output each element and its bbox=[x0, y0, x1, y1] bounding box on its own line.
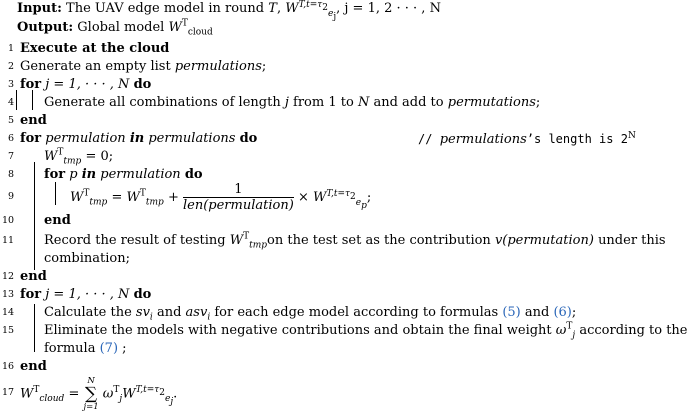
keyword-for: for bbox=[20, 77, 42, 92]
keyword-do: do bbox=[133, 77, 152, 92]
keyword-end: end bbox=[20, 359, 47, 374]
line-3-range: j = 1, · · · , N bbox=[45, 77, 130, 92]
line-number: 15 bbox=[2, 325, 15, 336]
keyword-end: end bbox=[20, 269, 47, 284]
input-text: The UAV edge model in round bbox=[66, 1, 265, 16]
line-4-em3: permutations bbox=[447, 95, 536, 110]
line-4-em2: N bbox=[357, 95, 370, 110]
line-2-pre: Generate an empty list bbox=[20, 59, 171, 74]
line-7-post: = 0; bbox=[81, 149, 114, 164]
line-4-pre: Generate all combinations of length bbox=[44, 95, 281, 110]
line-17-w-sup: T bbox=[33, 385, 40, 396]
line-11-w: W bbox=[229, 233, 244, 248]
line-7-w-sup: T bbox=[57, 147, 64, 158]
line-2-em: permulations bbox=[174, 59, 262, 74]
line-number: 2 bbox=[7, 61, 14, 72]
line-17-w2-sub: e bbox=[165, 394, 171, 405]
formula-ref-5-link[interactable]: (5) bbox=[502, 305, 521, 320]
output-line bbox=[17, 19, 213, 37]
line-4-em1: j bbox=[284, 95, 289, 110]
input-w-sup2: 2 bbox=[322, 2, 328, 13]
line-number: 1 bbox=[7, 43, 14, 54]
output-w-sup: T bbox=[181, 18, 188, 29]
line-11-post: under this bbox=[598, 233, 666, 248]
line-9-plus: + bbox=[167, 190, 179, 205]
line-9-rhs-w: W bbox=[126, 190, 140, 205]
line-14-sv: sv bbox=[135, 305, 150, 320]
line-2-post: ; bbox=[261, 59, 267, 74]
line-6-em1: permulation bbox=[45, 131, 126, 146]
line-9-lhs-sub: tmp bbox=[89, 197, 108, 208]
line-6-comment bbox=[418, 130, 636, 149]
keyword-in: in bbox=[81, 167, 97, 182]
line-11-mid: on the test set as the contribution bbox=[267, 233, 491, 248]
line-17-w2-sup2: 2 bbox=[159, 387, 166, 398]
line-17-omega-sub: j bbox=[119, 394, 123, 405]
line-17-w2: W bbox=[122, 386, 136, 402]
output-label: Output: bbox=[17, 20, 74, 35]
line-11-em: v(permutation) bbox=[494, 233, 594, 248]
line-17-omega: ω bbox=[102, 386, 114, 402]
line-number: 16 bbox=[2, 361, 15, 372]
block-bar-inner bbox=[55, 182, 56, 205]
line-number: 17 bbox=[2, 387, 15, 398]
keyword-do: do bbox=[239, 131, 258, 146]
line-4-mid: from 1 to bbox=[293, 95, 354, 110]
input-w-sub: e bbox=[328, 8, 334, 19]
line-11-w-sub: tmp bbox=[249, 240, 268, 251]
line-14-post: ; bbox=[571, 305, 577, 320]
line-number: 5 bbox=[7, 115, 14, 126]
input-text-b: , j = 1, 2 · · · , N bbox=[336, 1, 441, 16]
keyword-in: in bbox=[129, 131, 145, 146]
line-11-w-sup: T bbox=[243, 231, 250, 242]
formula-ref-7-link[interactable]: (7) bbox=[99, 341, 119, 356]
line-9-eq: = bbox=[111, 190, 123, 205]
line-9-post: ; bbox=[366, 190, 372, 205]
line-9-w-sub2: p bbox=[361, 200, 367, 211]
line-number: 3 bbox=[7, 79, 14, 90]
sum-lower: j=1 bbox=[83, 402, 99, 412]
line-number: 10 bbox=[2, 215, 15, 226]
line-9-w-sup2: 2 bbox=[350, 191, 356, 202]
comment-prefix: // bbox=[418, 132, 433, 146]
line-1-text: Execute at the cloud bbox=[20, 41, 170, 56]
line-14-asv: asv bbox=[185, 305, 208, 320]
line-8-em1: p bbox=[69, 167, 78, 182]
line-9-rhs-sup: T bbox=[139, 188, 146, 199]
keyword-for: for bbox=[20, 287, 42, 302]
line-9-w-sup: T,t=τ bbox=[326, 188, 351, 199]
line-4-mid2: and add to bbox=[373, 95, 444, 110]
line-number: 13 bbox=[2, 289, 15, 300]
line-6-em2: permulations bbox=[148, 131, 236, 146]
line-number: 14 bbox=[2, 307, 15, 318]
line-number: 7 bbox=[7, 151, 14, 162]
comment-rest: ’s length is 2 bbox=[526, 132, 628, 146]
input-w-sub2: j bbox=[333, 11, 337, 22]
line-11-cont: combination; bbox=[44, 251, 130, 266]
line-17-w-sub: cloud bbox=[39, 394, 65, 405]
line-9-lhs-sup: T bbox=[83, 188, 90, 199]
output-w-sub: cloud bbox=[187, 27, 213, 38]
keyword-end: end bbox=[44, 213, 71, 228]
line-14-sv-sub: i bbox=[149, 312, 153, 323]
keyword-do: do bbox=[133, 287, 152, 302]
line-14-and: and bbox=[524, 305, 550, 320]
output-text: Global model bbox=[77, 20, 165, 35]
comment-sup: N bbox=[627, 131, 636, 141]
input-symbol-T: T bbox=[268, 1, 277, 16]
line-17-w2-sub2: j bbox=[170, 396, 174, 407]
sum-upper: N bbox=[87, 376, 95, 386]
line-15-omega-sup: T bbox=[566, 321, 573, 332]
line-9-fraction bbox=[183, 182, 294, 213]
line-7-w: W bbox=[44, 149, 58, 164]
keyword-for: for bbox=[44, 167, 66, 182]
fraction-denominator: len(permulation) bbox=[183, 198, 294, 213]
line-17-w: W bbox=[20, 386, 34, 402]
block-bar-loop3 bbox=[34, 304, 35, 352]
line-9-w: W bbox=[312, 190, 327, 205]
line-15-omega-sub: j bbox=[572, 330, 576, 341]
line-15-pre: Eliminate the models with negative contributions and obtain the final weight bbox=[44, 323, 552, 338]
line-17-eq: = bbox=[68, 386, 80, 402]
block-bar-loop2 bbox=[34, 162, 35, 270]
line-15-cont-pre: formula bbox=[44, 341, 96, 356]
line-number: 9 bbox=[7, 191, 14, 202]
line-7-w-sub: tmp bbox=[63, 156, 82, 167]
line-9-rhs-sub: tmp bbox=[145, 197, 164, 208]
line-15-post: according to the bbox=[579, 323, 688, 338]
keyword-end: end bbox=[20, 113, 47, 128]
line-number: 6 bbox=[7, 133, 14, 144]
line-number: 8 bbox=[7, 169, 14, 180]
formula-ref-6-link[interactable]: (6) bbox=[553, 305, 572, 320]
line-14-asv-sub: i bbox=[207, 312, 211, 323]
input-w-sup: T,t=τ bbox=[298, 0, 323, 10]
line-17-omega-sup: T bbox=[113, 385, 120, 396]
input-label: Input: bbox=[17, 1, 62, 16]
line-9-times: × bbox=[297, 190, 309, 205]
keyword-do: do bbox=[184, 167, 203, 182]
line-14-pre: Calculate the bbox=[44, 305, 132, 320]
line-17-w2-sup: T,t=τ bbox=[135, 385, 160, 396]
comment-em: permulations bbox=[439, 132, 527, 147]
line-number: 12 bbox=[2, 271, 15, 282]
summation-operator bbox=[83, 376, 98, 412]
line-4-post: ; bbox=[535, 95, 541, 110]
line-9-lhs-w: W bbox=[70, 190, 84, 205]
line-15-cont-post: ; bbox=[122, 341, 127, 356]
input-line: Input: The UAV edge model in round T, $W^{T,t=\tau_2}_{e_j}$, j = 1, 2 · · · , N bbox=[17, 0, 441, 22]
line-15-omega: ω bbox=[555, 323, 567, 338]
line-17-post: . bbox=[173, 386, 178, 402]
sum-symbol: ∑ bbox=[85, 384, 98, 404]
line-number: 11 bbox=[2, 235, 15, 246]
line-14-mid: and bbox=[156, 305, 182, 320]
output-w: W bbox=[168, 20, 182, 35]
line-8-em2: permulation bbox=[100, 167, 181, 182]
fraction-numerator: 1 bbox=[183, 182, 294, 198]
line-14-mid2: for each edge model according to formulas bbox=[214, 305, 499, 320]
line-number: 4 bbox=[7, 97, 14, 108]
line-11-pre: Record the result of testing bbox=[44, 233, 226, 248]
line-13-range: j = 1, · · · , N bbox=[45, 287, 130, 302]
input-w: W bbox=[285, 1, 299, 16]
keyword-for: for bbox=[20, 131, 42, 146]
line-9-w-sub: e bbox=[355, 197, 362, 208]
block-bar-cloud bbox=[16, 90, 17, 110]
